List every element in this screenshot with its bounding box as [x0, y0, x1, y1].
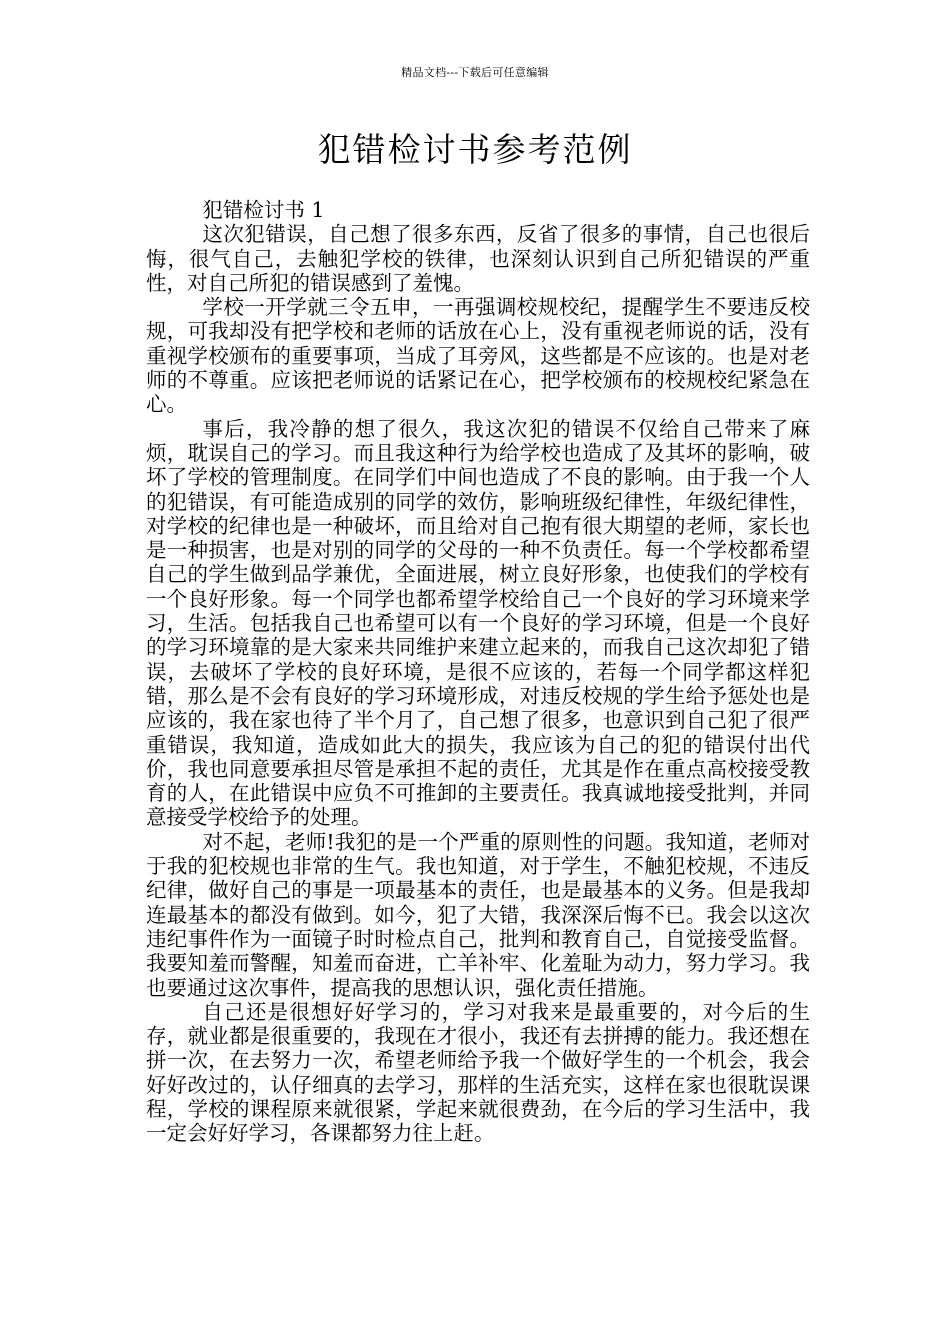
page-header: 精品文档---下载后可任意编辑: [401, 66, 549, 79]
paragraph: 学校一开学就三令五申，一再强调校规校纪，提醒学生不要违反校规，可我却没有把学校和老师的话放在心上，没有重视老师说的话，没有重视学校颁布的重要事项，当成了耳旁风，这些都是不应该的。也是对老师的不尊重。应该把老师说的话紧记在心，把学校颁布的校规校纪紧急在心。: [146, 295, 810, 417]
paragraph: 事后，我冷静的想了很久，我这次犯的错误不仅给自己带来了麻烦，耽误自己的学习。而且我这种行为给学校也造成了及其坏的影响，破坏了学校的管理制度。在同学们中间也造成了不良的影响。由于我一个人的犯错误，有可能造成别的同学的效仿，影响班级纪律性，年级纪律性，对学校的纪律也是一种破坏，而且给对自己抱有很大期望的老师，家长也是一种损害，也是对别的同学的父母的一种不负责任。每一个学校都希望自己的学生做到品学兼优，全面进展，树立良好形象，也使我们的学校有一个良好形象。每一个同学也都希望学校给自己一个良好的学习环境来学习，生活。包括我自己也希望可以有一个良好的学习环境，但是一个良好的学习环境靠的是大家来共同维护来建立起来的，而我自己这次却犯了错误，去破坏了学校的良好环境，是很不应该的，若每一个同学都这样犯错，那么是不会有良好的学习环境形成，对违反校规的学生给予惩处也是应该的，我在家也待了半个月了，自己想了很多，也意识到自己犯了很严重错误，我知道，造成如此大的损失，我应该为自己的犯的错误付出代价，我也同意要承担尽管是承担不起的责任，尤其是作在重点高校接受教育的人，在此错误中应负不可推卸的主要责任。我真诚地接受批判，并同意接受学校给予的处理。: [146, 416, 810, 830]
document-body: [146, 198, 810, 1146]
section-heading: 犯错检讨书 1: [202, 198, 325, 222]
paragraph: 这次犯错误，自己想了很多东西，反省了很多的事情，自己也很后悔，很气自己，去触犯学校的铁律，也深刻认识到自己所犯错误的严重性，对自己所犯的错误感到了羞愧。: [146, 222, 810, 295]
document-title: 犯错检讨书参考范例: [317, 130, 633, 169]
paragraph: 对不起，老师!我犯的是一个严重的原则性的问题。我知道，老师对于我的犯校规也非常的生气。我也知道，对于学生，不触犯校规，不违反纪律，做好自己的事是一项最基本的责任，也是最基本的义务。但是我却连最基本的都没有做到。如今，犯了大错，我深深后悔不已。我会以这次违纪事件作为一面镜子时时检点自己，批判和教育自己，自觉接受监督。我要知羞而警醒，知羞而奋进，亡羊补牢、化羞耻为动力，努力学习。我也要通过这次事件，提高我的思想认识，强化责任措施。: [146, 829, 810, 1000]
paragraph: 自己还是很想好好学习的，学习对我来是最重要的，对今后的生存，就业都是很重要的，我现在才很小，我还有去拼搏的能力。我还想在拼一次，在去努力一次，希望老师给予我一个做好学生的一个机会，我会好好改过的，认仔细真的去学习，那样的生活充实，这样在家也很耽误课程，学校的课程原来就很紧，学起来就很费劲，在今后的学习生活中，我一定会好好学习，各课都努力往上赶。: [146, 999, 810, 1146]
